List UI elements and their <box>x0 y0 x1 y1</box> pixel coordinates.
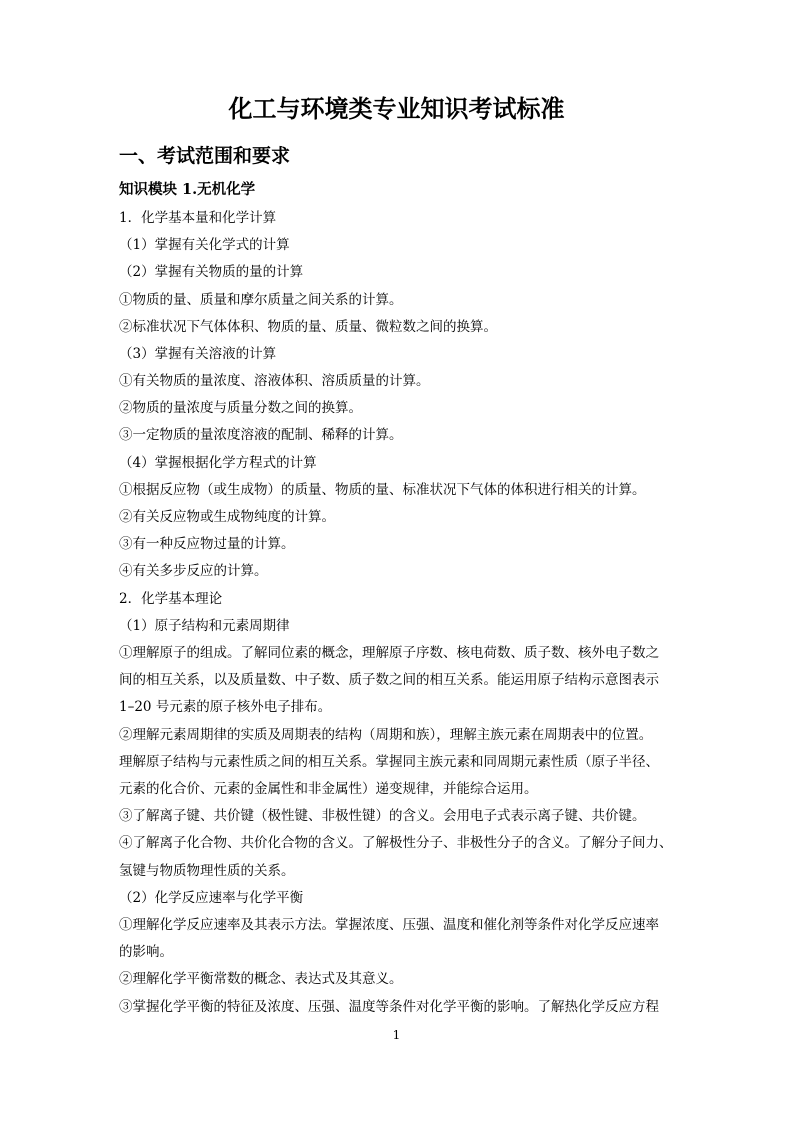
module-heading: 知识模块 1.无机化学 <box>119 181 256 198</box>
document-title: 化工与环境类专业知识考试标准 <box>228 95 565 123</box>
body-line: ④有关多步反应的计算。 <box>119 563 268 579</box>
section-heading: 一、考试范围和要求 <box>119 145 291 167</box>
body-line: ②有关反应物或生成物纯度的计算。 <box>119 509 335 525</box>
body-line: ③一定物质的量浓度溶液的配制、稀释的计算。 <box>119 427 403 443</box>
body-line: （3）掌握有关溶液的计算 <box>119 346 277 362</box>
body-line: 氢键与物质物理性质的关系。 <box>119 863 295 879</box>
body-line: ①物质的量、质量和摩尔质量之间关系的计算。 <box>119 292 403 308</box>
body-line: （2）化学反应速率与化学平衡 <box>119 890 304 906</box>
body-line: ②理解元素周期律的实质及周期表的结构（周期和族），理解主族元素在周期表中的位置。 <box>119 727 653 743</box>
body-line: 1–20 号元素的原子核外电子排布。 <box>119 699 332 715</box>
body-line: ①理解化学反应速率及其表示方法。掌握浓度、压强、温度和催化剂等条件对化学反应速率 <box>119 917 659 933</box>
body-line: ②标准状况下气体体积、物质的量、质量、微粒数之间的换算。 <box>119 319 497 335</box>
body-line: 的影响。 <box>119 944 173 960</box>
body-line: 1．化学基本量和化学计算 <box>119 210 277 226</box>
body-line: 间的相互关系，以及质量数、中子数、质子数之间的相互关系。能运用原子结构示意图表示 <box>119 672 659 688</box>
body-line: 元素的化合价、元素的金属性和非金属性）递变规律，并能综合运用。 <box>119 781 538 797</box>
page-number: 1 <box>392 1028 401 1042</box>
body-line: 理解原子结构与元素性质之间的相互关系。掌握同主族元素和同周期元素性质（原子半径、 <box>119 754 659 770</box>
body-line: ①理解原子的组成。了解同位素的概念，理解原子序数、核电荷数、质子数、核外电子数之 <box>119 645 659 661</box>
body-line: ②理解化学平衡常数的概念、表达式及其意义。 <box>119 971 403 987</box>
body-line: （4）掌握根据化学方程式的计算 <box>119 455 317 471</box>
body-line: ④了解离子化合物、共价化合物的含义。了解极性分子、非极性分子的含义。了解分子间力、 <box>119 835 673 851</box>
body-line: ③有一种反应物过量的计算。 <box>119 536 295 552</box>
body-line: ②物质的量浓度与质量分数之间的换算。 <box>119 400 362 416</box>
body-line: 2．化学基本理论 <box>119 591 223 607</box>
body-line: （1）掌握有关化学式的计算 <box>119 237 290 253</box>
body-line: ①有关物质的量浓度、溶液体积、溶质质量的计算。 <box>119 373 430 389</box>
body-line: ①根据反应物（或生成物）的质量、物质的量、标准状况下气体的体积进行相关的计算。 <box>119 482 646 498</box>
body-line: （1）原子结构和元素周期律 <box>119 618 290 634</box>
body-line: ③掌握化学平衡的特征及浓度、压强、温度等条件对化学平衡的影响。了解热化学反应方程 <box>119 999 659 1015</box>
body-line: （2）掌握有关物质的量的计算 <box>119 264 304 280</box>
body-line: ③了解离子键、共价键（极性键、非极性键）的含义。会用电子式表示离子键、共价键。 <box>119 808 646 824</box>
